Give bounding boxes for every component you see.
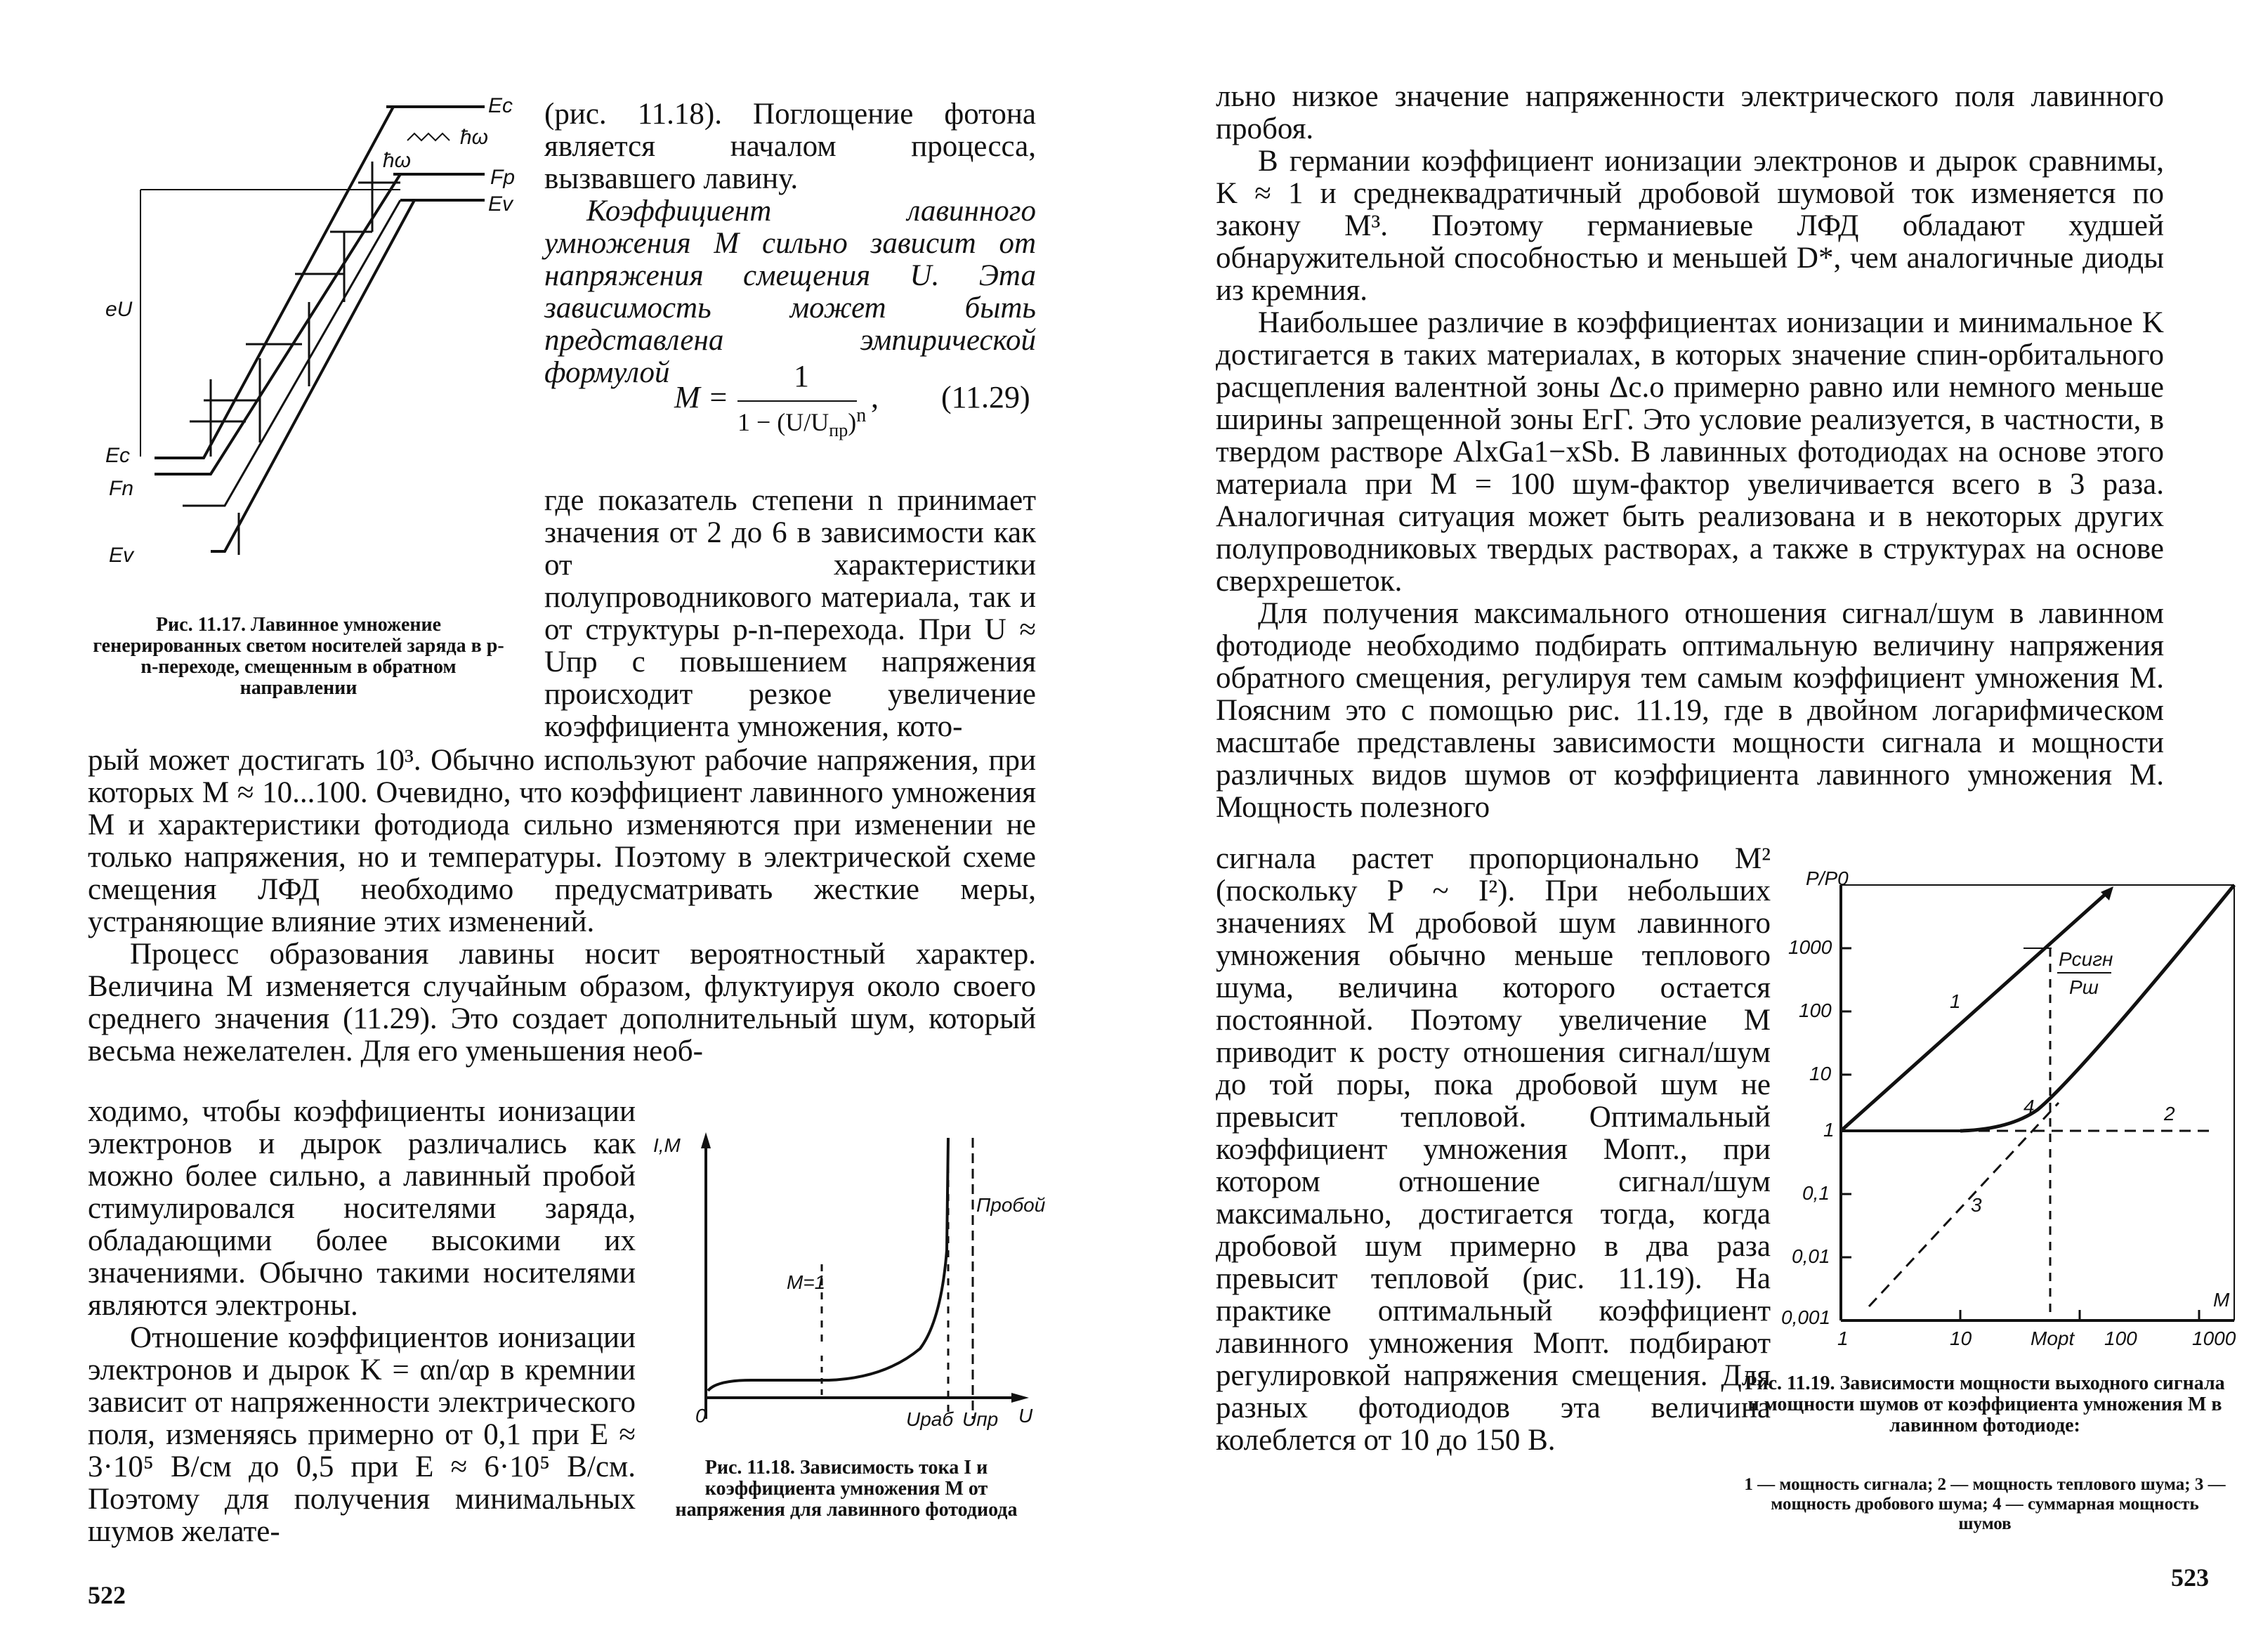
fig-11-19-ytick: 1 [1823, 1119, 1835, 1141]
right-page-main-text [1216, 81, 2164, 824]
fig-11-17-ec-bottom: Ec [105, 444, 131, 467]
paragraph: В германии коэффициент ионизации электронов и дырок сравнимы, K ≈ 1 и среднеквадратичный дробовой шумовой ток изменяется по закону M³. Поэтому германиевые ЛФД обладают худшей обнаружительной способностью и меньшей D*, чем аналогичные диоды из кремния. [1216, 145, 2164, 307]
paragraph: ходимо, чтобы коэффициенты ионизации электронов и дырок различались как можно более сильно, а лавинный пробой стимулировался носителями заряда, обладающими более высокими их значениями. Обычно такими носителями являются электроны. [88, 1095, 636, 1322]
fig-11-19-ytick: 0,1 [1802, 1182, 1830, 1204]
fig-11-19-xtick: 10 [1950, 1328, 1972, 1349]
paragraph: Наибольшее различие в коэффициентах ионизации и минимальное K достигается в таких материалах, в которых значение спин-орбитального расщепления валентной зоны Δс.о примерно равно или немного меньше ширины запрещенной зоны EгΓ. Это условие реализуется, в частности, в твердом растворе AlxGa1−xSb. В лавинных фотодиодах на основе этого материала при M = 100 шум-фактор увеличивается всего в 3 раза. Аналогичная ситуация может быть реализована и в некоторых других полупроводниковых твердых растворах, а также в структурах на основе сверхрешеток. [1216, 306, 2164, 598]
fig-11-17-fn: Fn [109, 477, 134, 500]
full-width-text [88, 745, 1036, 1068]
fig-11-19-ratio-den: Pш [2069, 976, 2099, 998]
figure-11-17-caption: Рис. 11.17. Лавинное умножение генерированных светом носителей заряда в p-n-переходе, смещенным в обратном направлении [93, 614, 504, 699]
figure-11-18-caption: Рис. 11.18. Зависимость тока I и коэффициента умножения M от напряжения для лавинного фотодиода [675, 1457, 1018, 1521]
page-number-right: 523 [2171, 1563, 2209, 1592]
paragraph: Отношение коэффициентов ионизации электронов и дырок K = αn/αp в кремнии зависит от напряженности электрического поля, изменяясь примерно от 0,1 при E ≈ 3·10⁵ В/см до 0,5 при E ≈ 6·10⁵ В/см. Поэтому для получения минимальных шумов желате- [88, 1321, 636, 1548]
fig-11-18-u-br: Uпр [962, 1408, 999, 1430]
fig-11-17-fp: Fp [490, 166, 516, 189]
formula-number: (11.29) [941, 380, 1030, 414]
paragraph: льно низкое значение напряженности электрического поля лавинного пробоя. [1216, 80, 2164, 145]
fig-11-19-ratio-num: Pсигн [2059, 948, 2113, 970]
left-column-bottom-text [88, 1096, 636, 1548]
paragraph: Процесс образования лавины носит вероятностный характер. Величина M изменяется случайным образом, флуктуируя около своего среднего значения (11.29). Это создает дополнительный шум, который весьма нежелателен. Для его уменьшения необ- [88, 938, 1036, 1068]
right-page-narrow-column [1216, 843, 1771, 1457]
fig-11-18-x-axis-label: U [1018, 1405, 1033, 1427]
paragraph: рый может достигать 10³. Обычно используют рабочие напряжения, при которых M ≈ 10...100. Очевидно, что коэффициент лавинного умножения M и характеристики фотодиода сильно изменяются при изменении не только напряжения, но и температуры. Поэтому в электрической схеме смещения ЛФД необходимо предусматривать жесткие меры, устраняющие влияние этих изменений. [88, 744, 1036, 938]
formula-lhs: M = [674, 380, 729, 414]
fig-11-19-ytick: 1000 [1788, 936, 1832, 958]
figure-11-19 [1729, 864, 2248, 1356]
fig-11-19-y-axis-label: P/P0 [1806, 867, 1849, 889]
fig-11-19-curve-2: 2 [2164, 1103, 2175, 1125]
fig-11-19-ytick: 100 [1799, 999, 1832, 1021]
fig-11-17-hw-mid: ħω [383, 149, 412, 172]
fig-11-19-ytick: 0,001 [1781, 1306, 1831, 1328]
paragraph: Для получения максимального отношения сигнал/шум в лавинном фотодиоде необходимо подбирать оптимальную величину напряжения обратного смещения, регулируя тем самым коэффициент умножения M. Поясним это с помощью рис. 11.19, где в двойном логарифмическом масштабе представлены зависимости мощности сигнала и мощности различных видов шумов от коэффициента лавинного умножения M. Мощность полезного [1216, 597, 2164, 824]
figure-11-19-caption-legend: 1 — мощность сигнала; 2 — мощность теплового шума; 3 — мощность дробового шума; 4 — суммарная мощность шумов [1744, 1475, 2226, 1533]
fig-11-18-y-axis-label: I,M [653, 1134, 681, 1156]
fig-11-19-xtick: 1000 [2192, 1328, 2236, 1349]
fig-11-19-xtick: 1 [1837, 1328, 1849, 1349]
paragraph: Коэффициент лавинного умножения M сильно зависит от напряжения смещения U. Эта зависимость может быть представлена эмпирической формулой [544, 195, 1036, 389]
fig-11-19-curve-1: 1 [1950, 990, 1961, 1012]
right-page [1132, 0, 2263, 1652]
fig-11-18-breakdown-label: Пробой [976, 1194, 1046, 1216]
figure-11-19-caption-title: Рис. 11.19. Зависимости мощности выходного сигнала и мощности шумов от коэффициента умножения M в лавинном фотодиоде: [1745, 1372, 2225, 1436]
paragraph: (рис. 11.18). Поглощение фотона является началом процесса, вызвавшего лавину. [544, 98, 1036, 195]
figure-11-17 [105, 91, 527, 569]
right-column-text-after-formula [544, 485, 1036, 743]
paragraph: где показатель степени n принимает значения от 2 до 6 в зависимости как от характеристики полупроводникового материала, так и от структуры p-n-перехода. При U ≈ Uпр с повышением напряжения происходит резкое увеличение коэффициента умножения, кото- [544, 484, 1036, 743]
formula-numerator: 1 [794, 359, 809, 393]
fig-11-18-u-work: Uраб [906, 1408, 954, 1430]
page-number-left: 522 [88, 1581, 126, 1609]
formula-tail: , [871, 380, 879, 414]
fig-11-18-m1-label: M=1 [787, 1271, 826, 1293]
formula-11-29 [674, 358, 1039, 457]
fig-11-19-ytick: 10 [1809, 1063, 1832, 1084]
fig-11-18-origin: 0 [695, 1405, 707, 1427]
paragraph: сигнала растет пропорционально M² (поскольку P ~ I²). При небольших значениях M дробовой шум лавинного умножения обычно меньше теплового шума, величина которого остается постоянной. Поэтому увеличение M приводит к росту отношения сигнал/шум до той поры, пока дробовой шум не превысит тепловой. Оптимальный коэффициент умножения Mопт., при котором отношение сигнал/шум максимально, достигается тогда, когда дробовой шум примерно в два раза превысит тепловой (рис. 11.19). На практике оптимальный коэффициент лавинного умножения Mопт. подбирают регулировкой напряжения смещения. Для разных фотодиодов эта величина колеблется от 10 до 150 В. [1216, 842, 1771, 1457]
fig-11-19-x-axis-label: M [2213, 1289, 2230, 1311]
fig-11-19-xtick: Mopt [2031, 1328, 2075, 1349]
fig-11-17-ec-top: Ec [488, 94, 513, 117]
fig-11-17-eu: eU [105, 298, 133, 321]
fig-11-17-ev-bottom: Ev [109, 544, 134, 567]
formula-denominator: $1 - (U/U_{пр})^n$ [737, 405, 867, 441]
figure-11-18 [653, 1124, 1047, 1447]
fig-11-19-curve-3: 3 [1971, 1194, 1982, 1216]
fig-11-17-hw-top: ħω [460, 126, 489, 149]
formula-fraction-line [737, 400, 857, 402]
fig-11-19-ytick: 0,01 [1792, 1245, 1830, 1267]
fig-11-19-xtick: 100 [2104, 1328, 2137, 1349]
fig-11-17-ev-top: Ev [488, 192, 513, 216]
fig-11-19-curve-4: 4 [2023, 1096, 2035, 1117]
right-column-text-top [544, 98, 1036, 389]
